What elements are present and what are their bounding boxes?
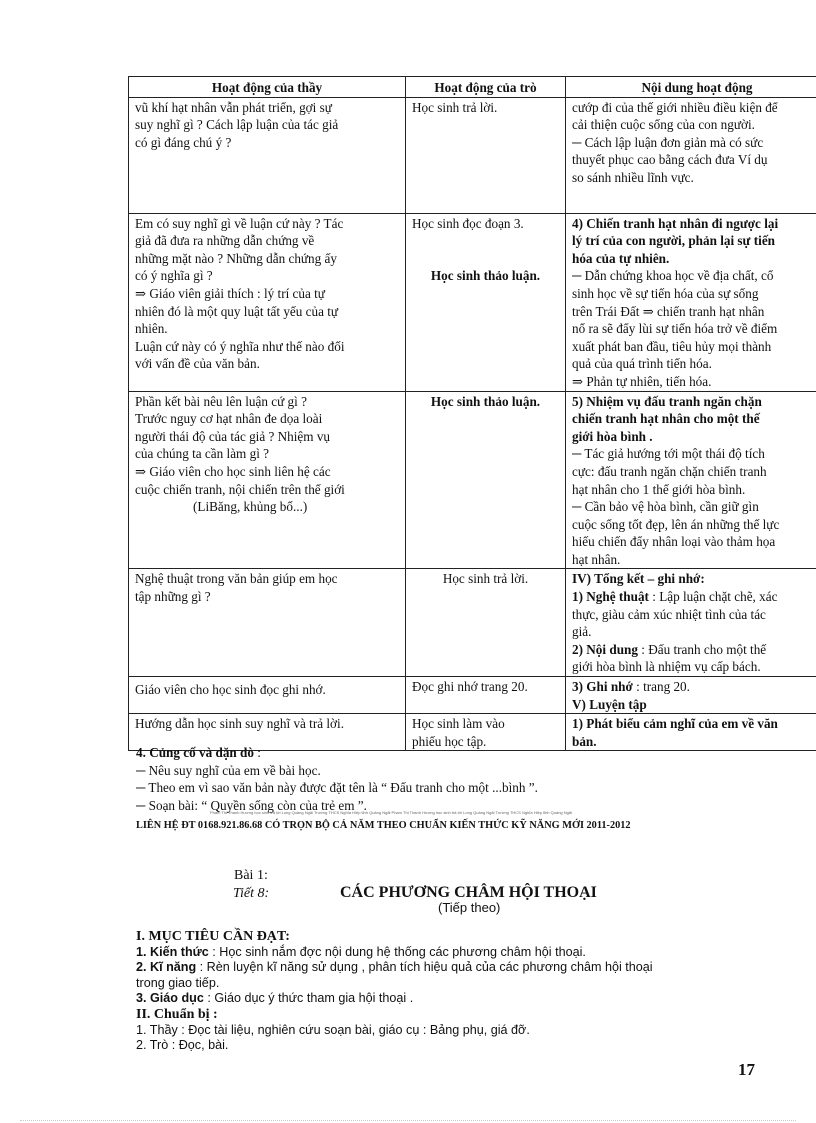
objective-item (136, 960, 796, 976)
text-line: với vấn đề của văn bản. (135, 356, 260, 372)
lesson-title: CÁC PHƯƠNG CHÂM HỘI THOẠI (340, 884, 597, 901)
consolidation-colon: : (254, 745, 261, 760)
objectives-heading: I. MỤC TIÊU CẦN ĐẠT: (136, 929, 290, 944)
content-label: 2) Nội dung (572, 641, 638, 657)
consolidation-heading (136, 744, 538, 762)
text-line: có gì đáng chú ý ? (135, 134, 232, 150)
objective-text: : Rèn luyện kĩ năng sử dụng , phân tích hiệu quả của các phương châm hội thoại (196, 960, 653, 975)
teacher-cell (129, 677, 406, 714)
text-line: ⇒ Giáo viên giải thích : lý trí của tự (135, 285, 325, 301)
section-heading: lý trí của con người, phản lại sự tiến (572, 233, 776, 249)
text-line: tập những gì ? (135, 589, 211, 605)
art-text: : Lập luận chặt chẽ, xác (648, 589, 778, 605)
text-line: Phần kết bài nêu lên luận cứ gì ? (135, 393, 307, 409)
text-line: những mặt nào ? Những dẫn chứng ấy (135, 250, 337, 266)
text-line: Học sinh làm vào (412, 716, 505, 732)
text-line: cướp đi của thế giới nhiều điều kiện để (572, 99, 778, 115)
text-line: quả của quá trình tiến hóa. (572, 356, 712, 372)
student-cell (406, 391, 566, 569)
table-header-row (129, 77, 816, 98)
list-item: 1. Thầy : Đọc tài liệu, nghiên cứu soạn bài, giáo cụ : Bảng phụ, giá đỡ. (136, 1022, 530, 1037)
list-item: ─ Soạn bài: “ Quyền sống còn của trẻ em ”. (136, 797, 367, 813)
text-line: của chúng ta cần làm gì ? (135, 446, 270, 462)
text-line: nổ ra sẽ đẩy lùi sự tiến hóa trở về điểm (572, 321, 778, 337)
text-line: thực, giàu cảm xúc nhiệt tình của tác (572, 606, 766, 622)
teacher-cell (129, 569, 406, 677)
art-label: 1) Nghệ thuật (572, 589, 649, 605)
table-row (129, 213, 816, 391)
text-line: vũ khí hạt nhân vẫn phát triển, gợi sự (135, 99, 332, 115)
table-row (129, 569, 816, 677)
text-line: có ý nghĩa gì ? (135, 268, 213, 284)
student-cell (406, 677, 566, 714)
section-heading: hóa của tự nhiên. (572, 250, 670, 266)
text-line: Đọc ghi nhớ trang 20. (412, 679, 528, 695)
text-line: sinh học về sự tiến hóa của sự sống (572, 285, 759, 301)
table-row (129, 677, 816, 714)
text-line: người thái độ của tác giả ? Nhiệm vụ (135, 428, 331, 444)
section-heading: chiến tranh hạt nhân cho một thế (572, 411, 760, 427)
text-line: giới hòa bình là nhiệm vụ cấp bách. (572, 659, 761, 675)
student-cell (406, 97, 566, 213)
list-item: ─ Nêu suy nghĩ của em về bài học. (136, 762, 321, 778)
memo-label: 3) Ghi nhớ (572, 679, 633, 695)
text-line: hạt nhân cho 1 thế giới hòa bình. (572, 481, 746, 497)
spacer (412, 232, 559, 250)
text-line: thuyết phục cao bằng cách đưa Ví dụ (572, 152, 768, 168)
objective-label: 1. Kiến thức (136, 944, 209, 959)
objective-item (136, 945, 796, 961)
text-line (572, 641, 816, 659)
text-line (572, 678, 816, 696)
objectives-section (136, 929, 796, 1054)
section-heading: 1) Phát biểu cảm nghĩ của em về văn (572, 716, 778, 732)
objective-item-continued: trong giao tiếp. (136, 975, 220, 990)
text-line: ⇒ Phản tự nhiên, tiến hóa. (572, 373, 712, 389)
text-line: Học sinh thảo luận. (430, 268, 541, 284)
text-line: ⇒ Giáo viên cho học sinh liên hệ các (135, 463, 331, 479)
content-cell (566, 97, 816, 213)
content-cell (566, 677, 816, 714)
text-line: Nghệ thuật trong văn bản giúp em học (135, 571, 338, 587)
text-line: ─ Dẫn chứng khoa học về địa chất, cổ (572, 268, 774, 284)
text-line: Em có suy nghĩ gì về luận cứ này ? Tác (135, 215, 344, 231)
text-line: ─ Cách lập luận đơn giản mà có sức (572, 134, 764, 150)
header-teacher-activity: Hoạt động của thầy (129, 77, 406, 98)
section-heading: giới hòa bình . (572, 428, 653, 444)
text-line: Học sinh trả lời. (442, 571, 529, 587)
objective-label: 2. Kĩ năng (136, 960, 197, 975)
content-cell (566, 714, 816, 751)
text-line: Trước nguy cơ hạt nhân đe dọa loài (135, 411, 323, 427)
text-line: nhiên. (135, 321, 168, 337)
consolidation-title: 4. Củng cố và dặn dò (136, 745, 254, 760)
objective-item (136, 991, 796, 1007)
text-line: cuộc chiến tranh, nội chiến trên thế giới (135, 481, 345, 497)
spacer (412, 250, 559, 268)
text-line: Học sinh thảo luận. (430, 393, 541, 409)
text-line: (LiBăng, khủng bố...) (193, 499, 308, 515)
objective-text: : Học sinh nắm đợc nội dung hệ thống các phương châm hội thoại. (208, 944, 586, 959)
text-line: so sánh nhiều lĩnh vực. (572, 169, 694, 185)
section-heading: IV) Tổng kết – ghi nhớ: (572, 571, 705, 587)
preparation-heading: II. Chuẩn bị : (136, 1006, 218, 1022)
teacher-cell (129, 213, 406, 391)
text-line: suy nghĩ gì ? Cách lập luận của tác giả (135, 117, 339, 133)
text-line: Luận cứ này có ý nghĩa như thế nào đối (135, 338, 345, 354)
section-heading: bản. (572, 733, 597, 749)
list-item: 2. Trò : Đọc, bài. (136, 1038, 229, 1053)
memo-text: : trang 20. (632, 679, 690, 695)
text-line: xuất phát ban đầu, tiêu hủy mọi thành (572, 338, 772, 354)
objective-text: : Giáo dục ý thức tham gia hội thoại . (203, 991, 414, 1006)
text-line: Học sinh trả lời. (412, 99, 498, 115)
text-line: cải thiện cuộc sống của con người. (572, 117, 755, 133)
text-line: cực: đấu tranh ngăn chặn chiến tranh (572, 463, 767, 479)
text-line: hiếu chiến đẩy nhân loại vào thảm họa (572, 534, 776, 550)
section-heading: 4) Chiến tranh hạt nhân đi ngược lại (572, 215, 779, 231)
text-line: cuộc sống tốt đẹp, lên án những thế lực (572, 516, 780, 532)
teacher-cell (129, 97, 406, 213)
header-student-activity: Hoạt động của trò (406, 77, 566, 98)
page-bottom-divider (20, 1120, 796, 1121)
section-heading: V) Luyện tập (572, 696, 647, 712)
text-line: phiếu học tập. (412, 733, 487, 749)
text-line: Giáo viên cho học sinh đọc ghi nhớ. (135, 682, 326, 698)
content-text: : Đấu tranh cho một thế (637, 641, 767, 657)
section-heading: 5) Nhiệm vụ đấu tranh ngăn chặn (572, 393, 762, 409)
student-cell (406, 569, 566, 677)
lesson-subtitle: (Tiếp theo) (438, 900, 501, 915)
table-row (129, 391, 816, 569)
text-line: ─ Cần bảo vệ hòa bình, cần giữ gìn (572, 499, 759, 515)
text-line: Hướng dẫn học sinh suy nghĩ và trả lời. (135, 716, 344, 732)
content-cell (566, 213, 816, 391)
watermark-fine-print: Phạm Thị Thanh Hương học sinh trả lời Long Quảng Ngãi Trường THCS Nghĩa Hiệp tỉnh Quảng Ngãi Phạm Thị Thanh Hương học sinh trả lời Long Quảng Ngãi Trường THCS Nghĩa Hiệp tỉnh Quảng Ngãi (210, 810, 572, 815)
content-cell (566, 391, 816, 569)
consolidation-section (136, 744, 538, 814)
lesson-number: Bài 1: (234, 868, 268, 883)
text-line: giả đã đưa ra những dẫn chứng về (135, 233, 315, 249)
text-line: giả. (572, 624, 592, 640)
text-line: Học sinh đọc đoạn 3. (412, 215, 524, 231)
contact-line: LIÊN HỆ ĐT 0168.921.86.68 CÓ TRỌN BỘ CẢ NĂM THEO CHUẨN KIẾN THỨC KỸ NĂNG MỚI 2011-2012 (136, 820, 631, 831)
text-line: nhiên đó là một quy luật tất yếu của tự (135, 303, 339, 319)
content-cell (566, 569, 816, 677)
lesson-activity-table (128, 76, 816, 751)
period-number: Tiết 8: (233, 886, 270, 901)
table-row (129, 97, 816, 213)
text-line: ─ Tác giả hướng tới một thái độ tích (572, 446, 765, 462)
list-item: ─ Theo em vì sao văn bản này được đặt tên là “ Đấu tranh cho một ...bình ”. (136, 780, 538, 796)
text-line (572, 588, 816, 606)
teacher-cell (129, 391, 406, 569)
student-cell (406, 213, 566, 391)
header-content-activity: Nội dung hoạt động (566, 77, 816, 98)
text-line: trên Trái Đất ⇒ chiến tranh hạt nhân (572, 303, 765, 319)
objective-label: 3. Giáo dục (136, 991, 204, 1006)
page-number: 17 (738, 1060, 755, 1079)
text-line: hạt nhân. (572, 551, 621, 567)
